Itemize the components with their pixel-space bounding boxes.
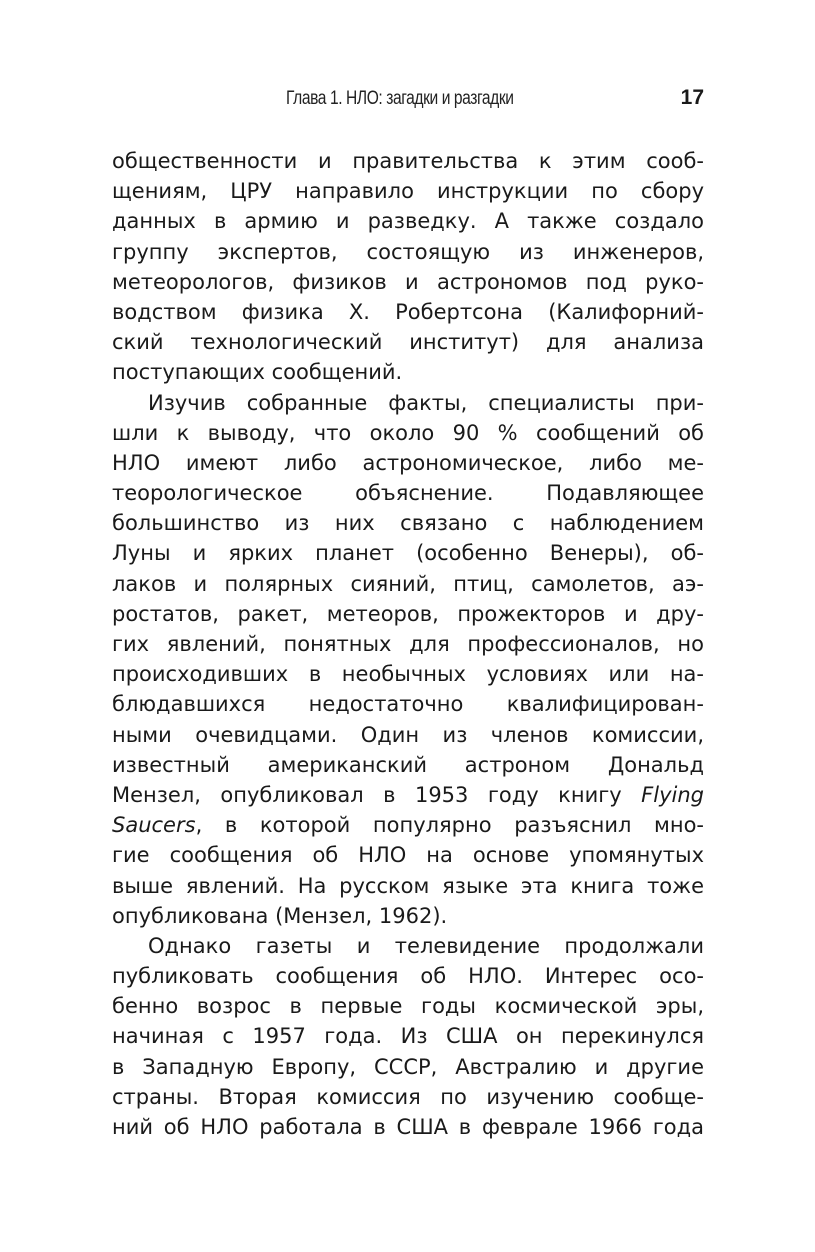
text-line: в Западную Европу, СССР, Австралию и другие xyxy=(112,1054,704,1079)
text-line: гих явлений, понятных для профессионалов, но xyxy=(112,632,704,656)
text-line: публиковать сообщения об НЛО. Интерес осо- xyxy=(112,964,704,989)
book-title-part-1: Flying xyxy=(641,782,704,807)
text-line: большинство из них связано с наблюдением xyxy=(112,511,704,536)
paragraph-1 xyxy=(112,146,704,388)
text-line: гие сообщения об НЛО на основе упомянутых xyxy=(112,843,704,868)
text-line: ний об НЛО работала в США в феврале 1966 года xyxy=(112,1115,704,1139)
chapter-title: Глава 1. НЛО: загадки и разгадки xyxy=(286,88,514,109)
text-line: лаков и полярных сияний, птиц, самолетов, аэ- xyxy=(112,571,704,596)
text-line-with-title xyxy=(112,810,704,840)
paragraph-2 xyxy=(112,388,704,931)
text-line: теорологическое объяснение. Подавляющее xyxy=(112,481,704,506)
text-line: Изучив собранные факты, специалисты при- xyxy=(148,390,704,415)
text-line: данных в армию и разведку. А также создало xyxy=(112,209,704,234)
text-line: опубликована (Мензел, 1962). xyxy=(112,903,448,928)
text-line: страны. Вторая комиссия по изучению сообще- xyxy=(112,1084,704,1109)
text-line: ными очевидцами. Один из членов комиссии, xyxy=(112,722,704,747)
body-text xyxy=(112,146,704,1142)
text-line: начиная с 1957 года. Из США он перекинулся xyxy=(112,1024,704,1049)
text-line: известный американский астроном Дональд xyxy=(112,752,704,777)
text-line: щениям, ЦРУ направило инструкции по сбору xyxy=(112,179,704,204)
page-number: 17 xyxy=(680,86,704,109)
text-line: Луны и ярких планет (особенно Венеры), об- xyxy=(112,541,704,566)
text-line: блюдавшихся недостаточно квалифицирован- xyxy=(112,692,704,717)
running-header xyxy=(112,88,704,118)
book-title-part-2: Saucers xyxy=(112,813,196,838)
text-line: группу экспертов, состоящую из инженеров, xyxy=(112,239,704,264)
text-line: бенно возрос в первые годы космической эры, xyxy=(112,994,704,1019)
text-line: метеорологов, физиков и астрономов под руко- xyxy=(112,269,704,294)
text-line: происходивших в необычных условиях или на- xyxy=(112,662,704,687)
paragraph-3 xyxy=(112,931,704,1142)
text-line: ский технологический институт) для анализа xyxy=(112,330,704,355)
text-line: выше явлений. На русском языке эта книга тоже xyxy=(112,873,704,898)
text-line: общественности и правительства к этим сооб- xyxy=(112,149,704,173)
text-line: водством физика Х. Робертсона (Калифорний- xyxy=(112,299,704,324)
text-line: поступающих сообщений. xyxy=(112,360,403,385)
text-line: шли к выводу, что около 90 % сообщений об xyxy=(112,420,704,445)
text-line: ростатов, ракет, метеоров, прожекторов и дру- xyxy=(112,601,704,626)
text-line-with-title xyxy=(112,780,704,810)
text-segment: , в которой популярно разъяснил мно- xyxy=(195,813,704,838)
text-line: НЛО имеют либо астрономическое, либо ме- xyxy=(112,450,704,475)
text-segment: Мензел, опубликовал в 1953 году книгу xyxy=(112,782,642,807)
text-line: Однако газеты и телевидение продолжали xyxy=(148,933,704,958)
